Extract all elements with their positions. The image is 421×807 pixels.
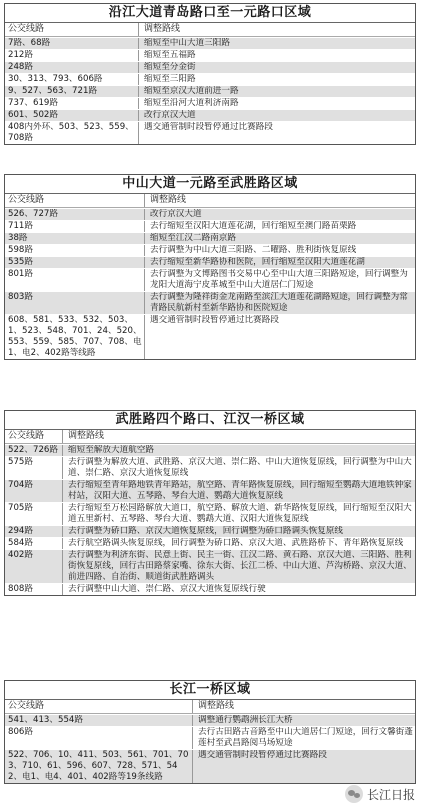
adjust-cell: 缩短至五福路	[139, 50, 415, 61]
route-cell: 408内外环、503、523、559、708路	[5, 122, 139, 144]
table-row	[5, 726, 415, 749]
section-title: 武胜路四个路口、江汉一桥区域	[5, 411, 415, 430]
table-row	[5, 714, 415, 726]
table-row	[5, 97, 415, 109]
route-cell: 806路	[5, 727, 193, 749]
table-row	[5, 61, 415, 73]
route-cell: 38路	[5, 233, 145, 244]
adjust-cell: 遇交通管制时段暂停通过比赛路段	[139, 122, 415, 144]
table-row	[5, 525, 415, 537]
table-header	[5, 194, 415, 208]
adjust-cell: 去行调整为硚口路、京汉大道恢复原线，回行调整为硚口路调头恢复原线	[63, 526, 415, 537]
route-cell: 737、619路	[5, 98, 139, 109]
adjust-cell: 去行航空路调头恢复原线，回行调整为硚口路、京汉大道、武胜路桥下、青年路恢复原线	[63, 538, 415, 549]
table-row	[5, 220, 415, 232]
adjust-cell: 去行缩短至青年路地铁青年路站，航空路、青年路恢复原线，回行缩短至鹦鹉大道地铁钟家村站，汉阳大道、五琴路、琴台大道、鹦鹉大道恢复原线	[63, 480, 415, 502]
adjust-cell: 去行调整为隆祥街金龙南路至滨江大道莲花湖路短途，回行调整为常青路民航新村至新华路协和医院短途	[145, 292, 415, 314]
route-column-header: 公交线路	[5, 430, 63, 443]
table-row	[5, 583, 415, 595]
table-row	[5, 749, 415, 783]
table-body	[5, 37, 415, 144]
watermark-text: 长江日报	[366, 787, 415, 802]
route-cell: 575路	[5, 457, 63, 479]
table-row	[5, 109, 415, 121]
route-cell: 705路	[5, 503, 63, 525]
route-cell: 248路	[5, 62, 139, 73]
table-row	[5, 256, 415, 268]
table-row	[5, 208, 415, 220]
adjust-cell: 缩短至中山大道三阳路	[139, 38, 415, 49]
adjust-cell: 改行京汉大道	[139, 110, 415, 121]
adjust-cell: 调整通行鹦鹉洲长江大桥	[193, 715, 415, 726]
adjust-cell: 缩短至分金街	[139, 62, 415, 73]
adjust-cell: 去行缩短至万松园路解放大道口，航空路、解放大道、新华路恢复原线，回行缩短至汉阳大道五里新村、五琴路、琴台大道、鹦鹉大道、汉阳大道恢复原线	[63, 503, 415, 525]
route-cell: 526、727路	[5, 209, 145, 220]
watermark	[345, 785, 415, 803]
adjust-cell: 缩短至三阳路	[139, 74, 415, 85]
adjust-column-header: 调整路线	[139, 23, 415, 36]
section-zhongshan	[4, 174, 416, 360]
table-header	[5, 23, 415, 37]
table-row	[5, 479, 415, 502]
adjust-cell: 缩短至解放大道航空路	[63, 445, 415, 456]
route-cell: 522、726路	[5, 445, 63, 456]
table-row	[5, 268, 415, 291]
adjust-cell: 遇交通管制时段暂停通过比赛路段	[193, 750, 415, 783]
adjust-cell: 缩短至江汉二路南京路	[145, 233, 415, 244]
route-cell: 608、581、533、532、503、1、523、548、701、24、520、553、559、585、707、708、电1、电2、402路等线路	[5, 315, 145, 359]
section-changjiang-bridge	[4, 680, 416, 784]
table-row	[5, 456, 415, 479]
table-row	[5, 37, 415, 49]
adjust-cell: 去行调整为文博路图书交易中心至中山大道三阳路短途，回行调整为龙阳大道海宁皮革城至中山大道居仁门短途	[145, 269, 415, 291]
adjust-cell: 去行调整中山大道、崇仁路、京汉大道恢复原线行驶	[63, 584, 415, 595]
table-row	[5, 121, 415, 144]
wechat-icon	[345, 785, 363, 803]
section-title: 沿江大道青岛路口至一元路口区域	[5, 4, 415, 23]
adjust-cell: 去行调整为利济东街、民意上街、民主一街、江汉二路、黄石路、京汉大道、三阳路、胜利街恢复原线，回行古田路蔡家嘴、徐东大街、长江二桥、中山大道、芦沟桥路、京汉大道、前进四路、自治街、顺道街武胜路调头	[63, 550, 415, 583]
table-body	[5, 444, 415, 595]
adjust-cell: 去行古田路古音路至中山大道居仁门短途，回行文馨街蓬莲村至武昌路阅马场短途	[193, 727, 415, 749]
route-cell: 584路	[5, 538, 63, 549]
route-cell: 9、527、563、721路	[5, 86, 139, 97]
table-row	[5, 537, 415, 549]
table-body	[5, 208, 415, 359]
table-row	[5, 73, 415, 85]
route-column-header: 公交线路	[5, 194, 145, 207]
route-cell: 541、413、554路	[5, 715, 193, 726]
adjust-cell: 去行调整为中山大道三阳路、二曜路、胜利街恢复原线	[145, 245, 415, 256]
route-cell: 704路	[5, 480, 63, 502]
route-cell: 535路	[5, 257, 145, 268]
adjust-column-header: 调整路线	[63, 430, 415, 443]
route-cell: 212路	[5, 50, 139, 61]
adjust-cell: 缩短至沿河大道利济南路	[139, 98, 415, 109]
table-body	[5, 714, 415, 783]
adjust-cell: 去行缩短至汉阳大道莲花湖，回行缩短至澳门路苗栗路	[145, 221, 415, 232]
adjust-column-header: 调整路线	[145, 194, 415, 207]
route-column-header: 公交线路	[5, 23, 139, 36]
table-row	[5, 314, 415, 359]
table-row	[5, 49, 415, 61]
table-row	[5, 244, 415, 256]
route-cell: 522、706、10、411、503、561、701、703、710、61、596、607、728、571、542、电1、电4、401、402路等19条线路	[5, 750, 193, 783]
route-cell: 711路	[5, 221, 145, 232]
route-cell: 598路	[5, 245, 145, 256]
section-title: 中山大道一元路至武胜路区域	[5, 175, 415, 194]
table-row	[5, 549, 415, 583]
route-cell: 801路	[5, 269, 145, 291]
section-title: 长江一桥区域	[5, 681, 415, 700]
table-row	[5, 85, 415, 97]
adjust-cell: 改行京汉大道	[145, 209, 415, 220]
table-row	[5, 444, 415, 456]
adjust-column-header: 调整路线	[193, 700, 415, 713]
adjust-cell: 遇交通管制时段暂停通过比赛路段	[145, 315, 415, 359]
route-cell: 808路	[5, 584, 63, 595]
table-header	[5, 430, 415, 444]
table-header	[5, 700, 415, 714]
route-cell: 294路	[5, 526, 63, 537]
route-cell: 601、502路	[5, 110, 139, 121]
route-cell: 402路	[5, 550, 63, 583]
route-cell: 30、313、793、606路	[5, 74, 139, 85]
route-cell: 7路、68路	[5, 38, 139, 49]
route-cell: 803路	[5, 292, 145, 314]
route-column-header: 公交线路	[5, 700, 193, 713]
adjust-cell: 去行缩短至新华路协和医院，回行缩短至汉阳大道莲花湖	[145, 257, 415, 268]
table-row	[5, 232, 415, 244]
adjust-cell: 去行调整为解放大道、武胜路、京汉大道、崇仁路、中山大道恢复原线，回行调整为中山大道、崇仁路、京汉大道恢复原线	[63, 457, 415, 479]
table-row	[5, 291, 415, 314]
table-row	[5, 502, 415, 525]
section-yanjiang	[4, 3, 416, 145]
section-wusheng	[4, 410, 416, 596]
adjust-cell: 缩短至京汉大道前进一路	[139, 86, 415, 97]
